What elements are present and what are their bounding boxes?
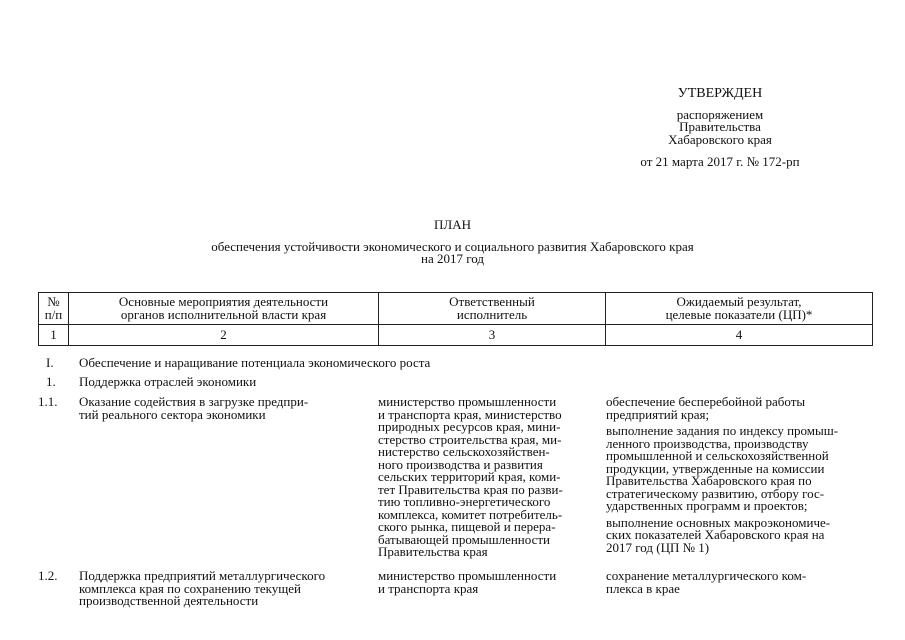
result-line: ударственных программ и проектов; — [606, 498, 808, 513]
result-line: сохранение металлургического ком- — [606, 568, 807, 583]
executor-line: Правительства края — [378, 544, 488, 559]
item-executor — [378, 396, 598, 559]
header-text: Ответственный — [449, 294, 535, 309]
executor-line: и транспорта края — [378, 580, 479, 596]
executor-line: министерство промышленности — [378, 394, 557, 409]
item-measure — [79, 396, 379, 421]
measure-line: комплекса края по сохранению текущей — [79, 580, 301, 596]
result-line: продукции, утвержденные на комиссии — [606, 460, 825, 476]
executor-line: стерство строительства края, ми- — [378, 431, 562, 447]
plan-subtitle-1: обеспечения устойчивости экономического и социального развития Хабаровского края — [211, 239, 694, 254]
executor-line: ного производства и развития — [378, 456, 543, 472]
section-title: Обеспечение и наращивание потенциала экономического роста — [79, 355, 431, 370]
executor-line: тет Правительства края по разви- — [378, 481, 563, 497]
item-results — [606, 396, 876, 558]
header-col-executor — [379, 293, 606, 324]
item-executor — [378, 570, 598, 595]
result-line: ских показателей Хабаровского края на — [606, 527, 825, 542]
executor-line: природных ресурсов края, мини- — [378, 419, 561, 434]
result-paragraph — [606, 396, 876, 421]
header-num-4: 4 — [606, 324, 872, 346]
header-num-3: 3 — [379, 324, 606, 346]
header-num-1: 1 — [39, 324, 69, 346]
result-line: Правительства Хабаровского края по — [606, 473, 812, 488]
approval-heading: УТВЕРЖДЕН — [677, 86, 763, 101]
header-col-results — [606, 293, 872, 324]
result-line: обеспечение бесперебойной работы — [606, 394, 806, 409]
header-text: № — [47, 294, 60, 309]
executor-line: нистерство сельскохозяйствен- — [378, 444, 550, 459]
approval-line-1: распоряжением — [676, 106, 764, 122]
measure-line: Оказание содействия в загрузке предпри- — [79, 394, 309, 409]
result-line: плекса в крае — [606, 580, 680, 596]
result-paragraph — [606, 514, 876, 555]
item-results — [606, 570, 876, 595]
executor-line: ского рынка, пищевой и перера- — [378, 519, 556, 534]
executor-line: батывающей промышленности — [378, 531, 550, 547]
section-number: 1. — [46, 374, 56, 389]
header-text: целевые показатели (ЦП)* — [665, 306, 813, 322]
header-text: п/п — [44, 306, 63, 322]
executor-line: и транспорта края, министерство — [378, 406, 562, 422]
header-text: Ожидаемый результат, — [676, 294, 802, 309]
approval-block — [560, 88, 880, 169]
header-col-number — [39, 293, 69, 324]
measure-line: Поддержка предприятий металлургического — [79, 568, 326, 583]
result-paragraph — [606, 425, 876, 513]
result-line: ленного производства, производству — [606, 435, 809, 451]
result-line: промышленной и сельскохозяйственной — [606, 448, 829, 463]
executor-line: комплекса, комитет потребитель- — [378, 506, 563, 522]
executor-line: сельских территорий края, коми- — [378, 469, 561, 484]
section-title: Поддержка отраслей экономики — [79, 374, 257, 389]
approval-date: от 21 марта 2017 г. № 172-рп — [640, 154, 800, 169]
approval-line-3: Хабаровского края — [668, 131, 772, 147]
result-line: 2017 год (ЦП № 1) — [606, 539, 710, 555]
result-line: выполнение задания по индексу промыш- — [606, 423, 839, 438]
result-line: стратегическому развитию, отбору гос- — [606, 485, 825, 501]
plan-title: ПЛАН — [434, 217, 471, 232]
section-number: I. — [46, 355, 54, 370]
measure-line: тий реального сектора экономики — [79, 406, 266, 422]
header-col-measures — [69, 293, 379, 324]
executor-line: тию топливно-энергетического — [378, 494, 551, 509]
result-line: предприятий края; — [606, 406, 710, 422]
approval-line-2: Правительства — [679, 119, 761, 134]
table-header — [38, 292, 873, 346]
header-text: исполнитель — [456, 306, 528, 322]
measure-line: производственной деятельности — [79, 593, 259, 608]
header-text: Основные мероприятия деятельности — [118, 294, 329, 309]
item-measure — [79, 570, 379, 608]
plan-subtitle-2: на 2017 год — [421, 251, 484, 266]
item-number: 1.2. — [38, 568, 58, 583]
executor-line: министерство промышленности — [378, 568, 557, 583]
result-line: выполнение основных макроэкономиче- — [606, 514, 831, 530]
header-text: органов исполнительной власти края — [120, 306, 327, 322]
item-number: 1.1. — [38, 394, 58, 409]
header-num-2: 2 — [69, 324, 379, 346]
